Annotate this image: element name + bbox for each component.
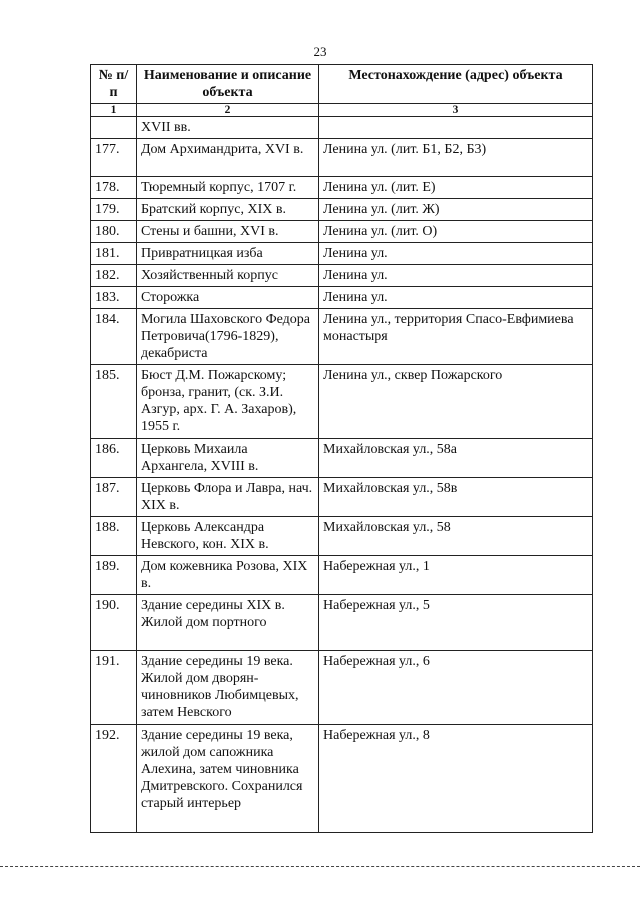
object-address: Михайловская ул., 58в <box>319 478 593 517</box>
object-name: Тюремный корпус, 1707 г. <box>137 177 319 199</box>
row-number: 181. <box>91 243 137 265</box>
row-number: 190. <box>91 595 137 651</box>
table-row <box>91 517 593 556</box>
object-name: Здание середины 19 века. Жилой дом дворян-чиновников Любимцевых, затем Невского <box>137 651 319 725</box>
table-row <box>91 117 593 139</box>
objects-table <box>90 64 593 833</box>
object-name: Братский корпус, XIX в. <box>137 199 319 221</box>
page-bottom-divider <box>0 866 640 867</box>
row-number: 189. <box>91 556 137 595</box>
object-address: Михайловская ул., 58 <box>319 517 593 556</box>
row-number: 183. <box>91 287 137 309</box>
object-name: Хозяйственный корпус <box>137 265 319 287</box>
table-row <box>91 478 593 517</box>
object-address: Ленина ул. (лит. Е) <box>319 177 593 199</box>
object-address: Ленина ул., сквер Пожарского <box>319 365 593 439</box>
object-name: Сторожка <box>137 287 319 309</box>
object-address: Ленина ул. <box>319 243 593 265</box>
row-number: 188. <box>91 517 137 556</box>
object-address: Ленина ул. (лит. Б1, Б2, Б3) <box>319 139 593 177</box>
object-name: Бюст Д.М. Пожарскому; бронза, гранит, (ск. З.И. Азгур, арх. Г. А. Захаров), 1955 г. <box>137 365 319 439</box>
row-number: 184. <box>91 309 137 365</box>
table-row <box>91 243 593 265</box>
object-name: Церковь Александра Невского, кон. XIX в. <box>137 517 319 556</box>
object-address: Набережная ул., 8 <box>319 725 593 833</box>
row-number: 177. <box>91 139 137 177</box>
object-address: Ленина ул. (лит. Ж) <box>319 199 593 221</box>
object-name: Здание середины XIX в. Жилой дом портного <box>137 595 319 651</box>
object-address <box>319 117 593 139</box>
row-number <box>91 117 137 139</box>
table-row <box>91 265 593 287</box>
object-name: Дом Архимандрита, XVI в. <box>137 139 319 177</box>
row-number: 178. <box>91 177 137 199</box>
object-address: Ленина ул., территория Спасо-Евфимиева монастыря <box>319 309 593 365</box>
row-number: 185. <box>91 365 137 439</box>
row-number: 186. <box>91 439 137 478</box>
header-number: № п/п <box>91 65 137 104</box>
header-row <box>91 65 593 104</box>
object-address: Михайловская ул., 58а <box>319 439 593 478</box>
row-number: 191. <box>91 651 137 725</box>
row-number: 182. <box>91 265 137 287</box>
table-row <box>91 221 593 243</box>
object-address: Набережная ул., 6 <box>319 651 593 725</box>
column-index-row <box>91 104 593 117</box>
table-row <box>91 365 593 439</box>
table-row <box>91 595 593 651</box>
object-name: Церковь Флора и Лавра, нач. XIX в. <box>137 478 319 517</box>
object-address: Набережная ул., 5 <box>319 595 593 651</box>
table-row <box>91 287 593 309</box>
object-name: XVII вв. <box>137 117 319 139</box>
table-row <box>91 439 593 478</box>
column-index: 2 <box>137 104 319 117</box>
object-name: Привратницкая изба <box>137 243 319 265</box>
table-row <box>91 139 593 177</box>
column-index: 1 <box>91 104 137 117</box>
table-row <box>91 725 593 833</box>
object-name: Стены и башни, XVI в. <box>137 221 319 243</box>
object-address: Набережная ул., 1 <box>319 556 593 595</box>
object-address: Ленина ул. (лит. О) <box>319 221 593 243</box>
object-address: Ленина ул. <box>319 287 593 309</box>
table-row <box>91 556 593 595</box>
row-number: 179. <box>91 199 137 221</box>
column-index: 3 <box>319 104 593 117</box>
object-address: Ленина ул. <box>319 265 593 287</box>
object-name: Могила Шаховского Федора Петровича(1796-1829), декабриста <box>137 309 319 365</box>
row-number: 192. <box>91 725 137 833</box>
table-row <box>91 651 593 725</box>
table-row <box>91 177 593 199</box>
table-row <box>91 199 593 221</box>
table-row <box>91 309 593 365</box>
object-name: Здание середины 19 века, жилой дом сапожника Алехина, затем чиновника Дмитревского. Сохранился старый интерьер <box>137 725 319 833</box>
header-name: Наименование и описание объекта <box>137 65 319 104</box>
header-address: Местонахождение (адрес) объекта <box>319 65 593 104</box>
object-name: Дом кожевника Розова, XIX в. <box>137 556 319 595</box>
row-number: 187. <box>91 478 137 517</box>
object-name: Церковь Михаила Архангела, XVIII в. <box>137 439 319 478</box>
row-number: 180. <box>91 221 137 243</box>
page-number: 23 <box>313 44 327 59</box>
